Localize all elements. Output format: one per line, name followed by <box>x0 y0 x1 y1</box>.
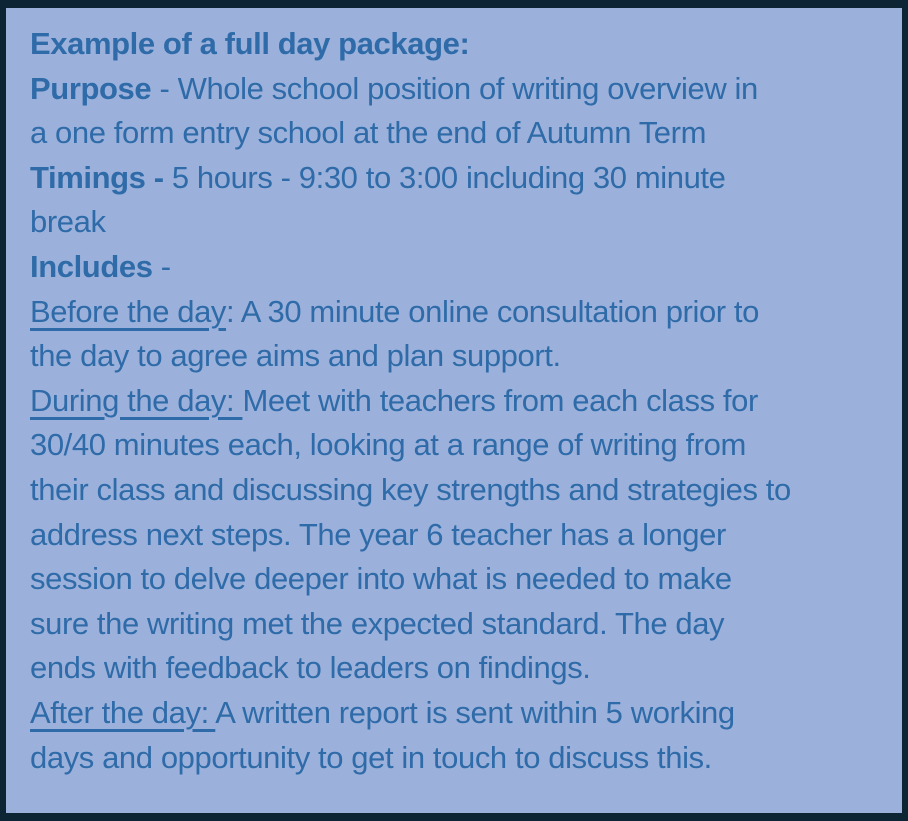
text-line <box>30 67 888 112</box>
text-segment-underlined: During the day: <box>30 382 243 418</box>
text-segment: days and opportunity to get in touch to discuss this. <box>30 739 712 775</box>
text-segment: 5 hours - 9:30 to 3:00 including 30 minute <box>163 159 726 195</box>
text-segment: : A 30 minute online consultation prior to <box>226 293 759 329</box>
text-segment: address next steps. The year 6 teacher has a longer <box>30 516 726 552</box>
text-segment: the day to agree aims and plan support. <box>30 338 561 374</box>
text-line <box>30 557 888 602</box>
text-line <box>30 200 888 245</box>
text-segment-bold: Timings - <box>30 159 164 195</box>
text-segment: ends with feedback to leaders on findings. <box>30 650 591 686</box>
text-line <box>30 423 888 468</box>
text-line <box>30 290 888 335</box>
text-line <box>30 468 888 513</box>
text-segment: sure the writing met the expected standard. The day <box>30 605 725 641</box>
text-segment: 30/40 minutes each, looking at a range of writing from <box>30 427 746 463</box>
package-description <box>6 8 902 780</box>
text-segment: session to delve deeper into what is needed to make <box>30 561 732 597</box>
text-segment-bold: Includes <box>30 248 153 284</box>
text-segment-bold: Purpose <box>30 70 152 106</box>
text-line <box>30 245 888 290</box>
text-segment: Meet with teachers from each class for <box>242 382 758 418</box>
text-segment: - Whole school position of writing overview in <box>151 70 758 106</box>
text-line <box>30 602 888 647</box>
text-line <box>30 334 888 379</box>
text-segment: their class and discussing key strengths and strategies to <box>30 471 791 507</box>
text-line <box>30 691 888 736</box>
text-segment-bold: Example of a full day package: <box>30 26 470 61</box>
text-line <box>30 111 888 156</box>
text-line <box>30 513 888 558</box>
text-line <box>30 646 888 691</box>
text-segment: - <box>152 248 171 284</box>
text-line <box>30 156 888 201</box>
text-segment: break <box>30 204 106 240</box>
text-line <box>30 736 888 781</box>
text-segment-underlined: After the day: <box>30 694 216 730</box>
text-segment: A written report is sent within 5 working <box>215 694 735 730</box>
text-line <box>30 379 888 424</box>
text-segment-underlined: Before the day <box>30 293 227 329</box>
text-segment: a one form entry school at the end of Autumn Term <box>30 115 706 151</box>
text-line <box>30 22 888 67</box>
